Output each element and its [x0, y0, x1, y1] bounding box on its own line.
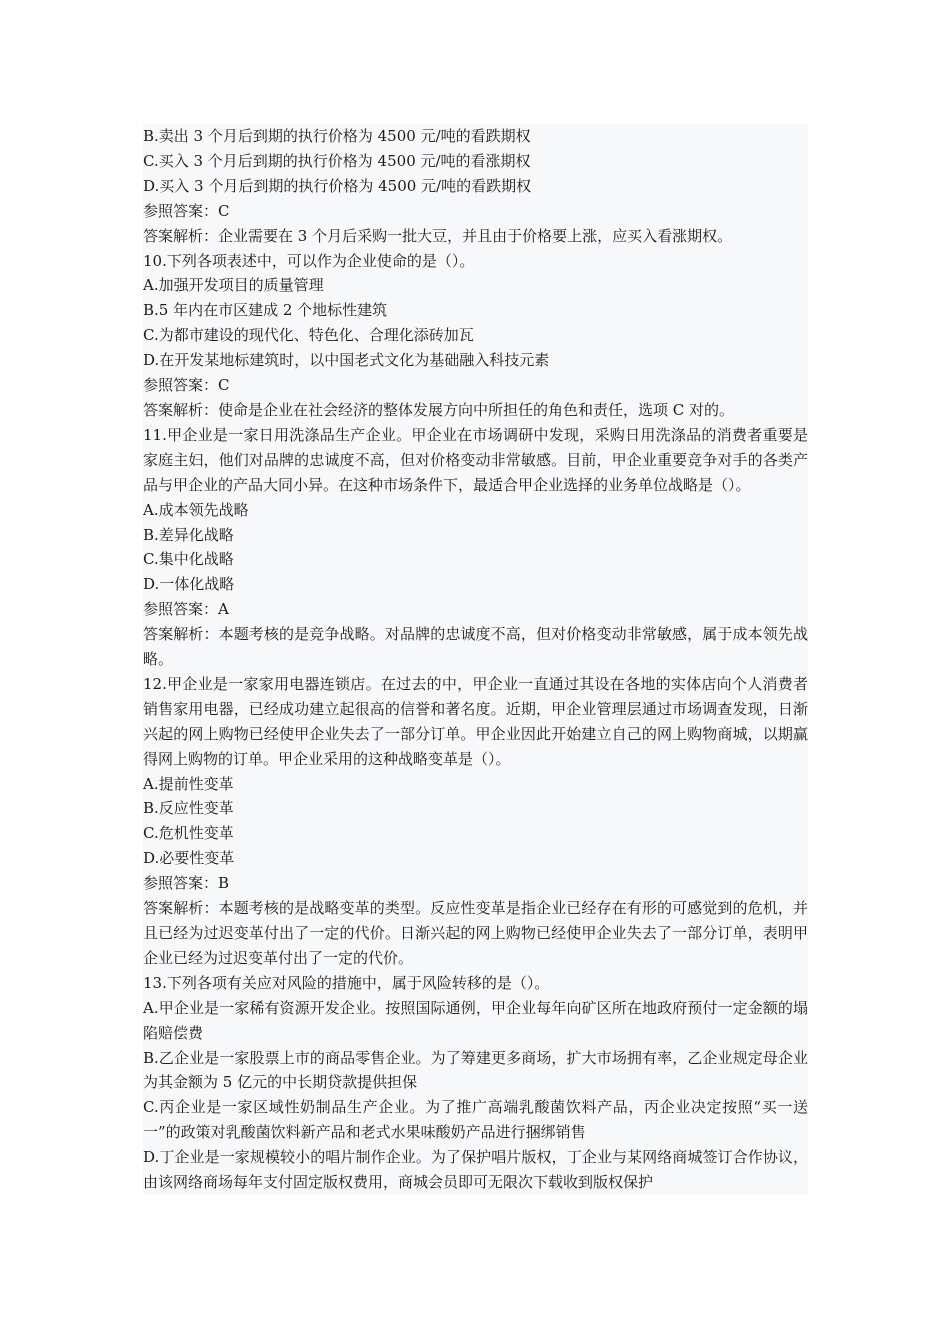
answer-option: A.加强开发项目的质量管理 [143, 276, 324, 295]
answer-option: C.集中化战略 [143, 550, 234, 569]
answer-option: A.成本领先战略 [143, 500, 249, 519]
question-text: 12.甲企业是一家家用电器连锁店。在过去的中，甲企业一直通过其设在各地的实体店向个人消费者销售家用电器，已经成功建立起很高的信誉和著名度。近期，甲企业管理层通过市场调查发现，日渐兴起的网上购物已经使甲企业失去了一部分订单。甲企业因此开始建立自己的网上购物商城，以期赢得网上购物的订单。甲企业采用的这种战略变革是（）。 [143, 674, 808, 768]
answer-option: B.反应性变革 [143, 799, 234, 818]
answer-option: B.卖出 3 个月后到期的执行价格为 4500 元/吨的看跌期权 [143, 127, 531, 145]
answer-option: D.买入 3 个月后到期的执行价格为 4500 元/吨的看跌期权 [143, 176, 532, 195]
answer-explanation: 答案解析：本题考核的是战略变革的类型。反应性变革是指企业已经存在有形的可感觉到的危机，并且已经为过迟变革付出了一定的代价。日渐兴起的网上购物已经使甲企业失去了一部分订单，表明甲企业已经为过迟变革付出了一定的代价。 [143, 899, 808, 967]
answer-option: D.丁企业是一家规模较小的唱片制作企业。为了保护唱片版权，丁企业与某网络商城签订合作协议，由该网络商场每年支付固定版权费用，商城会员即可无限次下载收到版权保护 [143, 1148, 808, 1192]
answer-option: C.丙企业是一家区域性奶制品生产企业。为了推广高端乳酸菌饮料产品，丙企业决定按照“买一送一”的政策对乳酸菌饮料新产品和老式水果味酸奶产品进行捆绑销售 [143, 1098, 808, 1142]
question-text: 11.甲企业是一家日用洗涤品生产企业。甲企业在市场调研中发现，采购日用洗涤品的消费者重要是家庭主妇，他们对品牌的忠诚度不高，但对价格变动非常敏感。目前，甲企业重要竞争对手的各类产品与甲企业的产品大同小异。在这种市场条件下，最适合甲企业选择的业务单位战略是（）。 [143, 425, 808, 494]
answer-option: B.乙企业是一家股票上市的商品零售企业。为了筹建更多商场，扩大市场拥有率，乙企业规定母企业为其金额为 5 亿元的中长期贷款提供担保 [143, 1048, 808, 1092]
reference-answer: 参照答案：C [143, 376, 230, 395]
answer-option: D.必要性变革 [143, 849, 235, 868]
answer-option: D.在开发某地标建筑时，以中国老式文化为基础融入科技元素 [143, 351, 550, 370]
answer-option: B.5 年内在市区建成 2 个地标性建筑 [143, 301, 388, 320]
question-text: 10.下列各项表述中，可以作为企业使命的是（）。 [143, 251, 475, 270]
answer-option: C.为都市建设的现代化、特色化、合理化添砖加瓦 [143, 326, 474, 345]
answer-explanation: 答案解析：使命是企业在社会经济的整体发展方向中所担任的角色和责任，选项 C 对的。 [143, 400, 735, 419]
document-body [143, 124, 808, 1195]
answer-option: D.一体化战略 [143, 575, 235, 594]
reference-answer: 参照答案：A [143, 600, 229, 619]
answer-option: C.危机性变革 [143, 824, 234, 843]
answer-option: A.提前性变革 [143, 774, 234, 793]
question-text: 13.下列各项有关应对风险的措施中，属于风险转移的是（）。 [143, 973, 550, 992]
answer-option: C.买入 3 个月后到期的执行价格为 4500 元/吨的看涨期权 [143, 151, 531, 170]
answer-explanation: 答案解析：企业需要在 3 个月后采购一批大豆，并且由于价格要上涨，应买入看涨期权。 [143, 226, 733, 245]
answer-option: A.甲企业是一家稀有资源开发企业。按照国际通例，甲企业每年向矿区所在地政府预付一定金额的塌陷赔偿费 [143, 998, 808, 1042]
answer-explanation: 答案解析：本题考核的是竞争战略。对品牌的忠诚度不高，但对价格变动非常敏感，属于成本领先战略。 [143, 625, 808, 669]
reference-answer: 参照答案：B [143, 874, 230, 893]
answer-option: B.差异化战略 [143, 525, 234, 544]
reference-answer: 参照答案：C [143, 201, 230, 220]
